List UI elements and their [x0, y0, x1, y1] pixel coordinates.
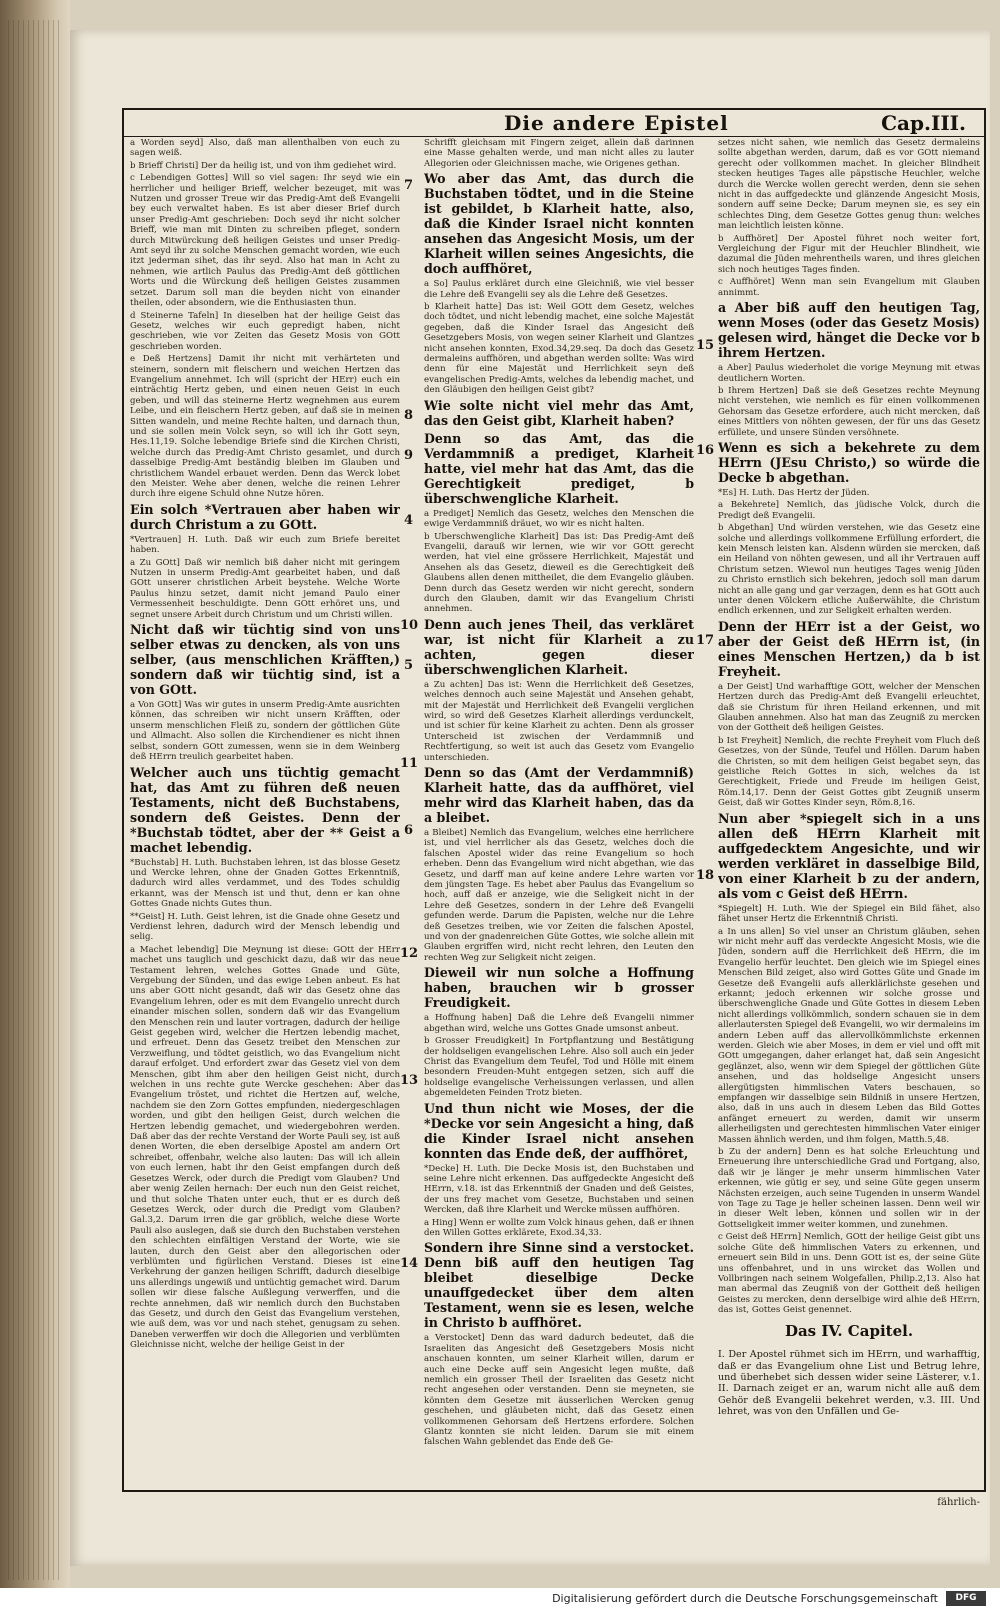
verse-text: Wenn es sich a bekehrete zu dem HErrn (JEsu Christo,) so würde die Decke b abgethan. — [718, 439, 980, 485]
verse-text: Nicht daß wir tüchtig sind von uns selber etwas zu dencken, als von uns selber, (aus menschlichen Kräfften,) sondern daß wir tüchtig sind, ist a von GOtt. — [130, 622, 400, 698]
verse-number-14: 14 — [400, 1256, 419, 1271]
verse-text: Sondern ihre Sinne sind a verstocket. Denn biß auff den heutigen Tag bleibet dieselbige Decke unauffgedecket über dem alten Testament, wenn sie es lesen, welche in Christo b auffhöret. — [424, 1240, 694, 1331]
gloss: b Ist Freyheit] Nemlich, die rechte Freyheit vom Fluch deß Gesetzes, von der Sünde, Teufel und Höllen. Darum haben die Christen, so mit dem heiligen Geist begabet seyn, das geistliche Reich Gottes in sich, welches da ist Gerechtigkeit, Friede und Freude im heiligen Geist, Röm.14,17. Denn der Geist Gottes gibt Zeugniß unserm Geist, daß wir Gottes Kinder seyn, Röm.8,16. — [718, 735, 980, 809]
digitization-footer — [0, 1588, 1000, 1611]
chapter-heading: Das IV. Capitel. — [784, 1321, 914, 1340]
verse-text: Nun aber *spiegelt sich in a uns allen deß HErrn Klarheit mit auffgedecktem Angesichte, und wir werden verkläret in dasselbige Bild, von einer Klarheit b zu der andern, als vom c Geist deß HErrn. — [718, 810, 980, 901]
gloss: a Zu achten] Das ist: Wenn die Herrlichkeit deß Gesetzes, welches dennoch auch seine Majestät und Ansehen gehabt, mit der Majestät und Herrlichkeit deß Evangelii verglichen wird, so wird deß Gesetzes Klarheit allerdings verdunckelt, und ist schier für keine Klarheit zu achten. Denn als grosser Unterscheid ist zwischen der Verdammniß und Rechtfertigung, so weit ist auch das Gesetz vom Evangelio unterschieden. — [424, 679, 694, 763]
gloss: c Lebendigen Gottes] Will so viel sagen: Ihr seyd wie ein herrlicher und heiliger Brieff, welcher bezeuget, mit was Nutzen und grosser Treue wir das Predig-Amt deß Evangelii bey euch verwaltet haben. Es ist aber dieser Brief durch unser Predig-Amt geschrieben: Doch seyd ihr nicht solcher Brieff, wie man mit Dinten zu schreiben pfleget, sondern durch Mitwürckung deß heiligen Geistes und unser Predig-Amt seyd ihr zu solche Menschen gemacht worden, wie euch itzt jederman sihet, das ihr seyd. Also hat man in Acht zu nehmen, wie artlich Paulus das Predig-Amt deß göttlichen Worts und die Würckung deß heiligen Geistes zusammen setzet. Darum soll man die beyden nicht von einander theilen, oder absondern, wie die Enthusiasten thun. — [130, 173, 400, 309]
catchword: fährlich- — [937, 1497, 980, 1508]
gloss: e Deß Hertzens] Damit ihr nicht mit verhärteten und steinern, sondern mit fleischern und weichen Hertzen das Evangelium annehmet. Ich will (spricht der HErr) euch ein einträchtig Hertz geben, und einen neuen Geist in euch geben, und will das steinerne Hertz wegnehmen aus eurem Leibe, und ein fleischern Hertz geben, auf daß sie in meinen Sitten wandeln, und meine Rechte halten, und darnach thun, und sie sollen mein Volck seyn, so will ich ihr Gott seyn, Hes.11,19. Solche lebendige Briefe sind die Kirchen Christi, welche durch das Predig-Amt Christo gesamlet, und durch dasselbige Predig-Amt beständig bleiben im Glauben und christlichem Wandel erbauet werden. Denn das Werck lobet den Meister. Wehe aber denen, welche die reinen Lehrer durch ihre eigene Schuld ohne Nutze hören. — [130, 354, 400, 500]
verse-number-15: 15 — [696, 338, 715, 353]
gloss: *Vertrauen] H. Luth. Daß wir euch zum Briefe bereitet haben. — [130, 534, 400, 556]
chapter-label: Cap.III. — [881, 111, 966, 135]
gloss: b Zu der andern] Denn es hat solche Erleuchtung und Erneuerung ihre unterschiedliche Grad und Fortgang, also, daß wir je länger je mehr unserm himmlischen Vater erkennen, wie gütig er sey, und seine Güte gegen unserm Nächsten erzeigen, auch seine Tugenden in unserm Wandel von Tage zu Tage je heller scheinen lassen. Denn weil wir in dieser Welt leben, können und sollen wir in der Gottseligkeit immer weiter kommen, und zunehmen. — [718, 1147, 980, 1230]
page — [70, 30, 990, 1566]
verse-number-8: 8 — [404, 408, 414, 423]
funding-credit: Digitalisierung gefördert durch die Deutsche Forschungsgemeinschaft — [552, 1592, 938, 1605]
verse-text: Welcher auch uns tüchtig gemacht hat, das Amt zu führen deß neuen Testaments, nicht deß Buchstabens, sondern deß Geistes. Denn der *Buchstab tödtet, aber der ** Geist a machet lebendig. — [130, 764, 400, 855]
gloss: a Prediget] Nemlich das Gesetz, welches den Menschen die ewige Verdammniß dräuet, wo wir es nicht halten. — [424, 508, 694, 530]
gloss: a Bleibet] Nemlich das Evangelium, welches eine herrlichere ist, und viel herrlicher als das Gesetz, welches doch die falschen Apostel wider das reine Evangelium so hoch erheben. Denn das Evangelium wird nicht abgethan, wie das Gesetz, und darff man auf keine andere Lehre warten vor dem jüngsten Tage. Es hebet aber Paulus das Evangelium so hoch, auff daß er anzeige, wie die Seligkeit nicht in der Lehre deß Gesetzes, sondern in der Lehre deß Evangelii gefunden werde. Darum die Papisten, welche nur die Lehre deß Gesetzes treiben, wie vor Zeiten die falschen Apostel, und von der gnadenreichen Güte Gottes, wie solche allein mit Glauben ergriffen wird, nicht recht lehren, den Leuten den rechten Weg zur Seligkeit nicht zeigen. — [424, 828, 694, 963]
gloss: *Buchstab] H. Luth. Buchstaben lehren, ist das blosse Gesetz und Wercke lehren, ohne der Gnaden Gottes Erkenntniß, dadurch wird alles verdammet, und des Todes schuldig erkannt, was der Mensch ist und thut, denn er kan ohne Gottes Gnade nichts Gutes thun. — [130, 857, 400, 910]
chapter-summary: I. Der Apostel rühmet sich im HErrn, und warhafftig, daß er das Evangelium ohne List und Betrug lehre, und überhebet sich dessen wider seine Lästerer, v.1. II. Darnach zeiget er an, warum nicht alle auß dem Gehör deß Evangelii bekehret werden, v.3. III. Und lehret, was von den Unfällen und Ge- — [718, 1349, 980, 1418]
gloss: b Brieff Christi] Der da heilig ist, und von ihm gediehet wird. — [130, 160, 397, 171]
verse-number-16: 16 — [696, 443, 715, 458]
gloss: a Worden seyd] Also, daß man allenthalben von euch zu sagen weiß. — [130, 138, 400, 159]
gloss: b Abgethan] Und würden verstehen, wie das Gesetz eine solche und allerdings vollkommene Erfüllung erfordert, die kein Mensch leisten kan. Alsdenn würden sie mercken, daß ein Heiland von nöhten gewesen, und all ihr Vertrauen auff Christum setzen. Wiewol nun heutiges Tages wenig Jüden zu Christo ernstlich sich bekehren, jedoch soll man darum nicht an alle gang und gar verzagen, denn es hat GOtt auch unter denen Völckern etliche Außerwählte, die Christum endlich erkennen, und zur Seligkeit erhalten werden. — [718, 523, 980, 617]
book-spine — [0, 0, 70, 1611]
gloss: a Hing] Wenn er wollte zum Volck hinaus gehen, daß er ihnen den Willen Gottes erklärete, Exod.34,33. — [424, 1217, 694, 1238]
verse-text: a Aber biß auff den heutigen Tag, wenn Moses (oder das Gesetz Mosis) gelesen wird, hänget die Decke vor b ihrem Hertzen. — [718, 300, 980, 361]
verse-text: Denn so das (Amt der Verdammniß) Klarheit hatte, das da auffhöret, viel mehr wird das Klarheit haben, das da a bleibet. — [424, 765, 694, 825]
verse-number-10: 10 — [400, 618, 419, 633]
verse-number-12: 12 — [400, 946, 419, 961]
gloss: a In uns allen] So viel unser an Christum gläuben, sehen wir nicht mehr auff das verdeckte Angesicht Mosis, wie die Jüden, sondern auff die Herrlichkeit deß HErrn, die im Evangelio herfür leuchtet. Den gleich wie im Spiegel eines Menschen Bild zeiget, also wird Gottes Güte und Gnade im Gesetze deß Evangelii aufs allerklärlichste gesehen und erkannt; jedoch erkennen wir solche grosse und überschwengliche Gnade und Güte Gottes in diesem Leben nicht allerdings vollkömmlich, sondern schauen sie in dem allerlautersten Spiegel deß Evangelii, wo wir dermaleins im andern Leben auff das allervollkömmlichste erkennen werden. Gleich wie aber Moses, in dem er viel und offt mit GOtt umgegangen, daher erlanget hat, daß sein Angesicht geglänzet, also, wenn wir dem Spiegel der göttlichen Güte ansehen, und das holdselige Angesicht unsers allergütigsten himmlischen Vaters beschauen, so empfangen wir dasselbige sein Bildniß in unsere Hertzen, also, daß in uns auch in diesem Leben das Bild Gottes anfänget erneuert zu werden, damit wir unserm allerheiligsten und gerechtesten himmlischen Vater einiger Massen ähnlich werden, und ihm folgen, Matth.5,48. — [718, 926, 980, 1145]
column-left — [130, 138, 400, 1488]
running-title: Die andere Epistel — [504, 111, 729, 135]
gloss: c Geist deß HErrn] Nemlich, GOtt der heilige Geist gibt uns solche Güte deß himmlischen Vaters zu erkennen, und erneuert sein Bild in uns. Denn GOtt ist es, der seine Güte uns offenbahret, und in uns wircket das Wollen und Vollbringen nach seinem Wolgefallen, Philip.2,13. Also hat man abermal das Zeugniß von der Gottheit deß heiligen Geistes zu mercken, denn derselbige wird alhie deß HErrn, das ist, Gottes Geist genennet. — [718, 1232, 980, 1316]
dfg-logo: DFG — [946, 1591, 986, 1606]
gloss: a Der Geist] Und warhafftige GOtt, welcher der Menschen Hertzen durch das Predig-Amt deß Evangelii erleuchtet, daß sie Christum für ihren Heiland erkennen, und mit Glauben annehmen. Also hat man das Zeugniß zu mercken von der Gottheit deß heiligen Geistes. — [718, 681, 980, 734]
gloss: Schrifft gleichsam mit Fingern zeiget, allein daß darinnen eine Masse gehalten werde, und man nicht alles zu lauter Allegorien oder Gleichnissen mache, wie Origenes gethan. — [424, 138, 694, 169]
gloss: a Verstocket] Denn das ward dadurch bedeutet, daß die Israeliten das Angesicht deß Gesetzgebers Mosis nicht anschauen konnten, um seiner Klarheit willen, darum er auch eine Decke auff sein Angesicht legen mußte, daß nemlich ein grosser Theil der Israeliten das Gesetz nicht recht angesehen oder verstanden. Denn sie meyneten, sie könnten dem Gesetze mit äusserlichen Wercken genug geschehen, und gläubeten nicht, daß das Gesetz einen vollkommenen Gehorsam deß Hertzens erfordere. Solchen Glantz konnten sie nicht leiden. Darum sie mit einem falschen Wahn geblendet das Ende deß Ge- — [424, 1333, 694, 1448]
gloss: *Es] H. Luth. Das Hertz der Jüden. — [718, 487, 870, 498]
column-middle — [424, 138, 694, 1488]
gloss: setzes nicht sahen, wie nemlich das Gesetz dermaleins sollte abgethan werden, darum, daß es vor GOtt niemand gerecht oder vollkommen machet. In gleicher Blindheit stecken heutiges Tages alle päpstische Heuchler, welche durch die Wercke wollen gerecht werden, denn sie sehen nicht in das auffgedeckte und glänzende Angesicht Mosis, sondern auff seine Decke; Darum meynen sie, es sey ein schlechtes Ding, dem Gesetze Gottes genug thun: welches man leichtlich leisten könne. — [718, 138, 980, 232]
spine-page-edges — [8, 20, 63, 1580]
verse-gutter-left — [400, 138, 424, 1488]
running-head — [124, 110, 984, 137]
gloss: *Spiegelt] H. Luth. Wie der Spiegel ein Bild fähet, also fähet unser Hertz die Erkenntniß Christi. — [718, 903, 980, 925]
gloss: a Von GOtt] Was wir gutes in unserm Predig-Amte ausrichten können, das schreiben wir nicht unsern Kräfften, oder unserm menschlichen Fleiß zu, sondern der göttlichen Güte und Allmacht. Also sollen die Kirchendiener es nicht ihnen selbst, sondern GOtt zumessen, wenn sie in dem Weinberg deß HErrn treulich gearbeitet haben. — [130, 700, 400, 763]
verse-text: Wo aber das Amt, das durch die Buchstaben tödtet, und in die Steine ist gebildet, b Klarheit hatte, also, daß die Kinder Israel nicht konnten ansehen das Angesicht Mosis, um der Klarheit willen seines Angesichts, die doch auffhöret, — [424, 171, 694, 277]
gloss: b Ihrem Hertzen] Daß sie deß Gesetzes rechte Meynung nicht verstehen, wie nemlich es für einen vollkommenen Gehorsam das Gesetze erfordere, auch nicht mercken, daß eines Mittlers von nöhten gewesen, der für uns das Gesetz erfüllete, und unsere Sünden versöhnete. — [718, 385, 980, 438]
verse-text: Und thun nicht wie Moses, der die *Decke vor sein Angesicht a hing, daß die Kinder Israel nicht ansehen konnten das Ende deß, der auffhöret, — [424, 1100, 694, 1161]
verse-number-18: 18 — [696, 868, 715, 883]
gloss: b Uberschwengliche Klarheit] Das ist: Das Predig-Amt deß Evangelii, darauß wir lernen, wie wir vor GOtt gerecht werden, hat viel eine grössere Herrlichkeit, Majestät und Ansehen als das Gesetz, dieweil es die Gerechtigkeit deß Glaubens allen denen mittheilet, die dem Evangelio gläuben. Denn durch das Gesetz werden wir nicht gerecht, sondern durch den Glauben, damit wir das Evangelium Christi annehmen. — [424, 531, 694, 615]
gloss: a Bekehrete] Nemlich, das jüdische Volck, durch die Predigt deß Evangelii. — [718, 500, 980, 521]
verse-number-7: 7 — [404, 178, 414, 193]
verse-text: Denn der HErr ist a der Geist, wo aber der Geist deß HErrn ist, (in eines Menschen Hertzen,) da b ist Freyheit. — [718, 618, 980, 679]
gloss: *Decke] H. Luth. Die Decke Mosis ist, den Buchstaben und seine Lehre nicht erkennen. Das auffgedeckte Angesicht deß HErrn, v.18. ist das Erkenntniß der Gnaden und deß Geistes, der uns frey machet vom Gesetze, Buchstaben und seinen Wercken, daß ihre Klarheit und Wercke müssen auffhören. — [424, 1163, 694, 1216]
gloss: a Aber] Paulus wiederholet die vorige Meynung mit etwas deutlichern Worten. — [718, 363, 980, 384]
column-right — [718, 138, 980, 1488]
gloss: b Klarheit hatte] Das ist: Weil GOtt dem Gesetz, welches doch tödtet, und nicht lebendig machet, eine solche Majestät gegeben, daß die Kinder Israel das Angesicht deß Gesetzgebers Mosis, von wegen seiner Klarheit und Glantzes nicht ansehen konnten, Exod.34,29.seq. Da doch das Gesetz dermaleins auffhören, und abgethan werden sollte: Was wird denn für eine Majestät und Herrlichkeit seyn deß evangelischen Predig-Amts, welches da lebendig machet, und den Gläubigen den heiligen Geist gibt? — [424, 302, 694, 396]
gloss: c Auffhöret] Wenn man sein Evangelium mit Glauben annimmt. — [718, 277, 980, 298]
verse-number-17: 17 — [696, 633, 715, 648]
verse-text: Denn auch jenes Theil, das verkläret war, ist nicht für Klarheit a zu achten, gegen dieser überschwenglichen Klarheit. — [424, 616, 694, 677]
gloss: d Steinerne Tafeln] In dieselben hat der heilige Geist das Gesetz, welches wir euch gepredigt haben, nicht geschrieben, wie vor Zeiten das Gesetz Mosis von GOtt geschrieben worden. — [130, 310, 400, 352]
gloss: a So] Paulus erkläret durch eine Gleichniß, wie viel besser die Lehre deß Evangelii sey als die Lehre deß Gesetzes. — [424, 279, 694, 300]
verse-number-4: 4 — [404, 513, 414, 528]
verse-number-6: 6 — [404, 823, 414, 838]
gloss: a Zu GOtt] Daß wir nemlich biß daher nicht mit geringem Nutzen in unserm Predig-Amt gearbeitet haben, und daß GOtt unserer christlichen Arbeit beystehe. Welche Worte Paulus hinzu setzet, damit nicht jemand Paulo einer Vermessenheit beschuldigte. Denn GOtt erhöret uns, und segnet unsere Arbeit durch Christum und um Christi willen. — [130, 557, 400, 620]
gloss: a Machet lebendig] Die Meynung ist diese: GOtt der HErr machet uns tauglich und geschickt dazu, daß wir das neue Testament lehren, welches Gottes Gnade und Güte, Vergebung der Sünden, und das ewige Leben anbeut. Es hat uns aber GOtt nicht gesandt, daß wir das Gesetz ohne das Evangelium lehren, oder es mit dem Evangelio unrecht durch einander mischen sollen, sondern daß wir das Evangelium den Menschen rein und lauter vortragen, dadurch der heilige Geist gegeben wird, welcher die Hertzen lebendig machet, und erfreuet. Denn das Gesetz treibet den Menschen zur Verzweiflung, und tödtet geistlich, wo das Evangelium nicht darauf erfolget. Und erfordert zwar das Gesetz viel von dem Menschen, gibt ihm aber den heiligen Geist nicht, durch welchen in uns rechte gute Wercke geschehen: Aber das Evangelium tröstet, und richtet die Hertzen auf, welche, nachdem sie den Zorn Gottes empfunden, niedergeschlagen worden, und gibt den heiligen Geist, durch welchen die Hertzen lebendig gemachet, und wiedergebohren werden. Daß aber das der rechte Verstand der Worte Pauli sey, ist auß denen Worten, die eben derselbige Apostel am andern Ort schreibet, offenbahr, welche also lauten: Das will ich allein von euch lernen, habt ihr den Geist empfangen durch deß Gesetzes Werck, oder durch die Predigt vom Glauben? Und aber wenig Zeilen hernach: Der euch nun den Geist reichet, und thut solche Thaten unter euch, thut er es durch deß Gesetzes Werck, oder durch die Predigt vom Glauben? Gal.3,2. Darum irren die gar gröblich, welche diese Worte Pauli also auslegen, daß sie durch den Buchstaben verstehen den schlechten einfältigen Verstand der Worte, wie sie lauten, durch den Geist aber den allegorischen oder verblümten und figürlichen Verstand. Dieses ist eine Verkehrung der ganzen heiligen Schrifft, dadurch dieselbige uns allerdings ungewiß und untüchtig gemachet wird. Darum sollen wir diese falsche Außlegung verwerffen, und die rechte annehmen, daß wir nemlich durch den Buchstaben das Gesetz, und durch den Geist das Evangelium verstehen, wie auß dem, was vor und nach stehet, genugsam zu sehen. Daneben verwerffen wir doch die Allegorien und verblümten Gleichnisse nicht, welche der heilige Geist in der — [130, 944, 400, 1351]
gloss: a Hoffnung haben] Daß die Lehre deß Evangelii nimmer abgethan wird, welche uns Gottes Gnade umsonst anbeut. — [424, 1013, 694, 1034]
verse-text: Dieweil wir nun solche a Hoffnung haben, brauchen wir b grosser Freudigkeit. — [424, 965, 694, 1011]
verse-text: Ein solch *Vertrauen aber haben wir durch Christum a zu GOtt. — [130, 501, 400, 532]
verse-number-11: 11 — [400, 756, 419, 771]
verse-number-5: 5 — [404, 658, 414, 673]
gloss: **Geist] H. Luth. Geist lehren, ist die Gnade ohne Gesetz und Verdienst lehren, dadurch wird der Mensch lebendig und selig. — [130, 911, 400, 943]
gloss: b Auffhöret] Der Apostel führet noch weiter fort, Vergleichung der Figur mit der Heuchler Blindheit, wie dazumal die Jüden mehrentheils waren, und ihres gleichen sich noch heutiges Tages finden. — [718, 233, 980, 275]
gloss: b Grosser Freudigkeit] In Fortpflantzung und Bestätigung der holdseligen evangelischen Lehre. Also soll auch ein jeder Christ das Evangelium dem Teufel, Tod und Hölle mit einem besondern Freuden-Muht entgegen setzen, sich auff die holdselige evangelische Verheissungen verlassen, und allen abgemeldeten Feinden Trotz bieten. — [424, 1036, 694, 1099]
verse-number-13: 13 — [400, 1073, 419, 1088]
text-frame — [122, 108, 986, 1508]
verse-number-9: 9 — [404, 448, 414, 463]
verse-text: Wie solte nicht viel mehr das Amt, das den Geist gibt, Klarheit haben? — [424, 397, 694, 428]
verse-text: Denn so das Amt, das die Verdammniß a prediget, Klarheit hatte, viel mehr hat das Amt, das die Gerechtigkeit prediget, b überschwengliche Klarheit. — [424, 430, 694, 506]
